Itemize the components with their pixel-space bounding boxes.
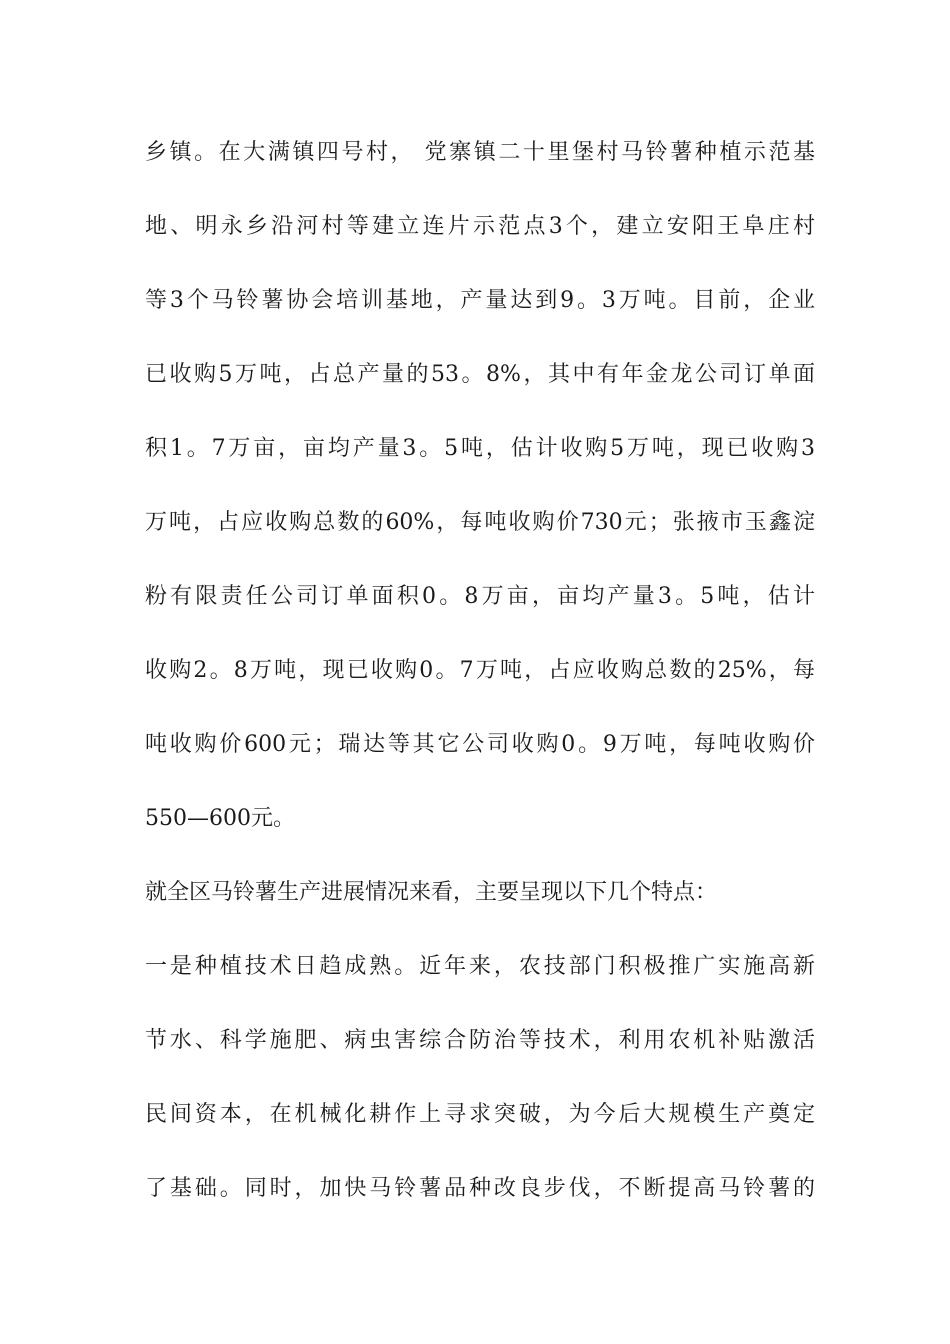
paragraph-line-14: 民间资本，在机械化耕作上寻求突破，为今后大规模生产奠定 [145, 1102, 815, 1127]
paragraph-line-9: 吨收购价600元；瑞达等其它公司收购0。9万吨，每吨收购价 [145, 732, 815, 757]
paragraph-line-8: 收购2。8万吨，现已收购0。7万吨，占应收购总数的25%，每 [145, 658, 815, 683]
paragraph-line-7: 粉有限责任公司订单面积0。8万亩，亩均产量3。5吨，估计 [145, 584, 815, 609]
paragraph-line-13: 节水、科学施肥、病虫害综合防治等技术，利用农机补贴激活 [145, 1028, 815, 1053]
paragraph-line-4: 已收购5万吨，占总产量的53。8%，其中有年金龙公司订单面 [145, 362, 815, 387]
paragraph-line-15: 了基础。同时，加快马铃薯品种改良步伐，不断提高马铃薯的 [145, 1176, 815, 1201]
paragraph-line-3: 等3个马铃薯协会培训基地，产量达到9。3万吨。目前，企业 [145, 288, 815, 313]
paragraph-line-5: 积1。7万亩，亩均产量3。5吨，估计收购5万吨，现已收购3 [145, 436, 815, 461]
paragraph-line-12: 一是种植技术日趋成熟。近年来，农技部门积极推广实施高新 [145, 954, 815, 979]
paragraph-line-1: 乡镇。在大满镇四号村， 党寨镇二十里堡村马铃薯种植示范基 [145, 140, 815, 165]
paragraph-line-11: 就全区马铃薯生产进展情况来看，主要呈现以下几个特点： [145, 880, 718, 905]
paragraph-line-6: 万吨，占应收购总数的60%，每吨收购价730元；张掖市玉鑫淀 [145, 510, 815, 535]
paragraph-line-2: 地、明永乡沿河村等建立连片示范点3个，建立安阳王阜庄村 [145, 214, 815, 239]
paragraph-line-10: 550—600元。 [145, 806, 295, 831]
